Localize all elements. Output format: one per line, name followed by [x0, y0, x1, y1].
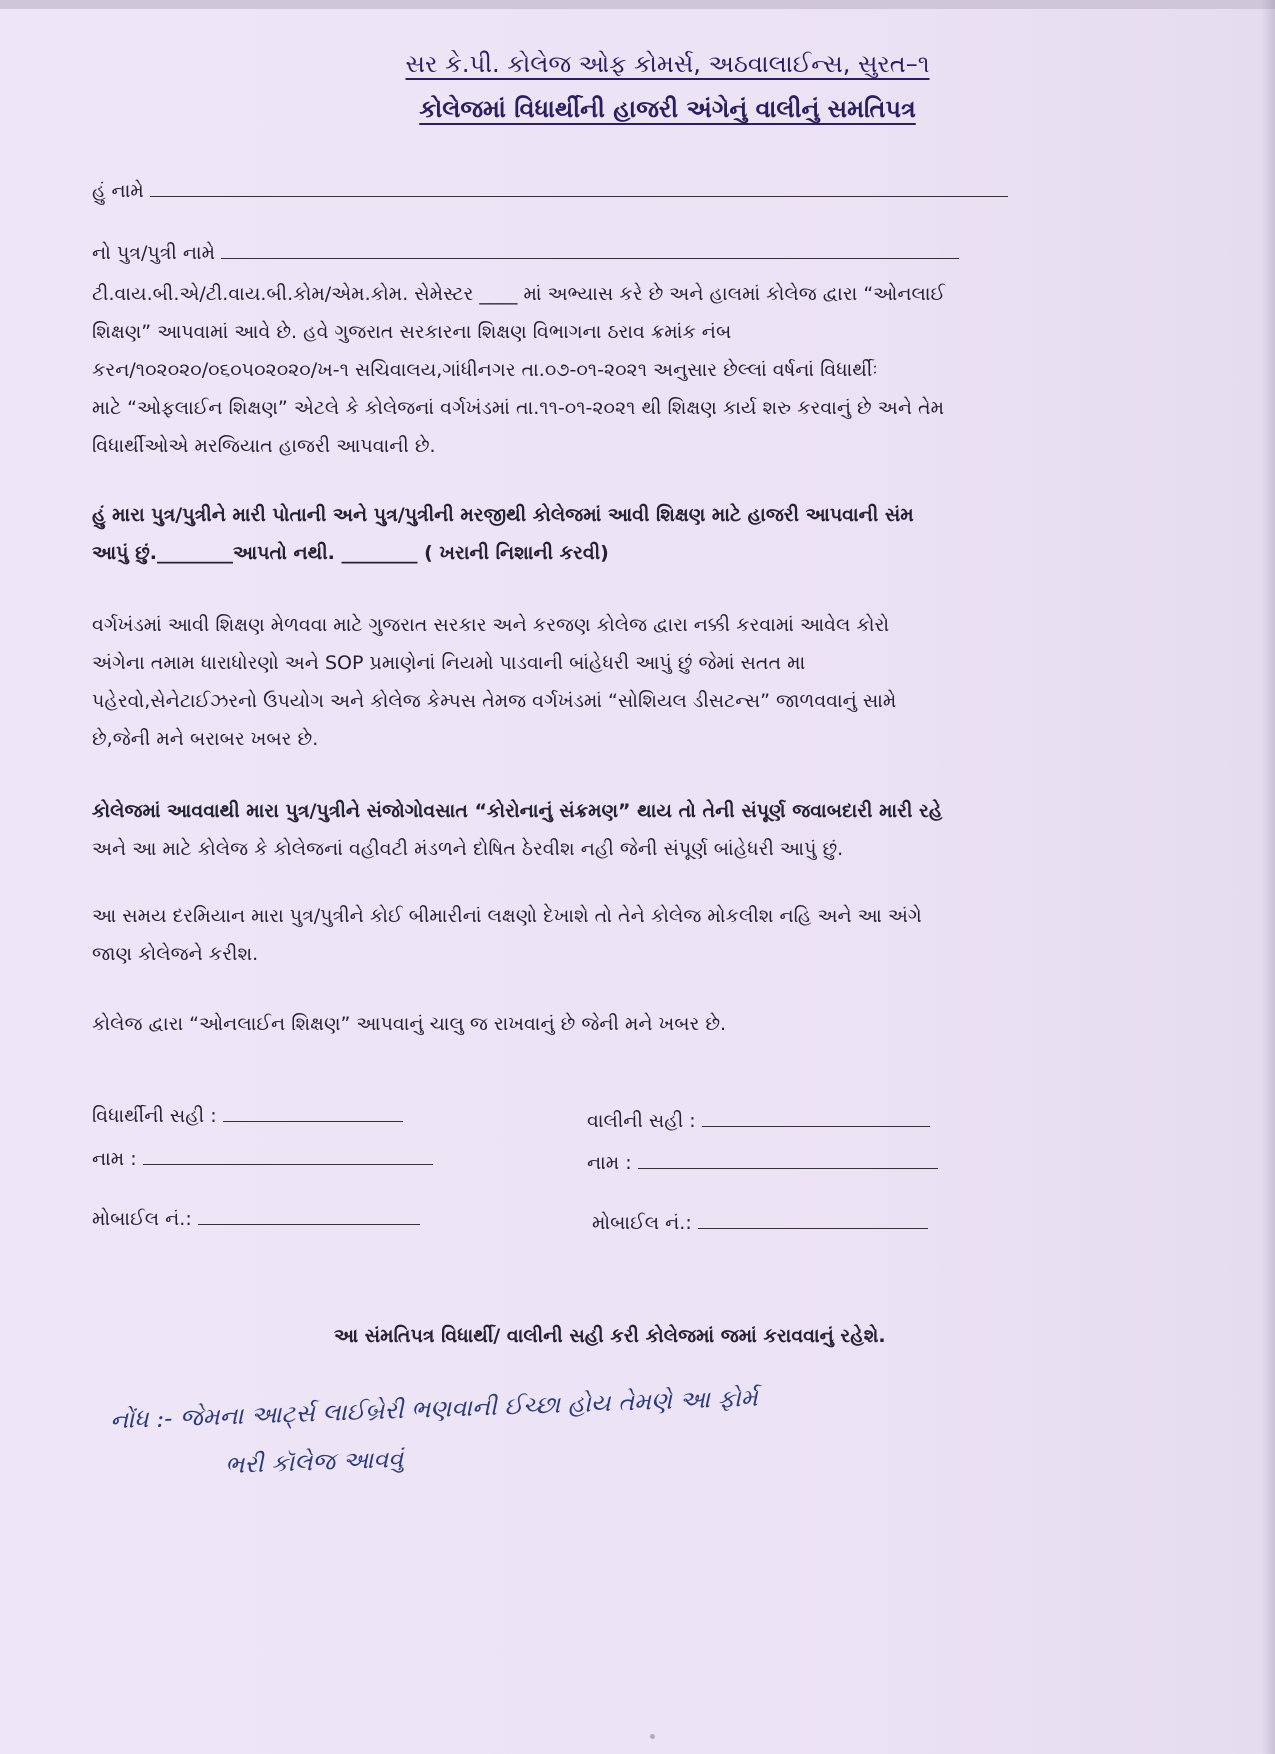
parent-name-blank[interactable] — [150, 196, 1008, 197]
parent-mobile-row: મોબાઈલ નં.: — [592, 1212, 928, 1234]
student-signature-blank[interactable] — [223, 1121, 403, 1122]
scan-dust-mark — [650, 1734, 655, 1739]
scan-top-border — [0, 0, 1275, 9]
handwritten-note-line-1: નોંધ :- જેમના આર્ટ્સ લાઈબ્રેરી ભણવાની ઈચ્છા હોય તેમણે આ ફોર્મ — [109, 1383, 759, 1435]
student-name-row: નામ : — [92, 1148, 433, 1170]
name-line — [92, 178, 1008, 204]
parent-name-row: નામ : — [587, 1152, 938, 1174]
paragraph-responsibility: કોલેજમાં આવવાથી મારા પુત્ર/પુત્રીને સંજોગોવસાત “કોરોનાનું સંક્રમણ” થાય તો તેની સંપૂર્ણ જવાબદારી મારી રહે અને આ માટે કોલેજ કે કોલેજનાં વહીવટી મંડળને દોષિત ઠેરવીશ નહી જેની સંપૂર્ણ બાંહેધરી આપું છું. — [92, 800, 943, 860]
submission-instruction: આ સંમતિપત્ર વિધાર્થી/ વાલીની સહી કરી કોલેજમાં જમાં કરાવવાનું રહેશે. — [334, 1325, 886, 1347]
child-line — [92, 240, 959, 266]
parent-name-blank[interactable] — [638, 1168, 938, 1169]
form-title: કોલેજમાં વિધાર્થીની હાજરી અંગેનું વાલીનું સમતિપત્ર — [419, 95, 916, 123]
paragraph-consent: હું મારા પુત્ર/પુત્રીને મારી પોતાની અને પુત્ર/પુત્રીની મરજીથી કોલેજમાં આવી શિક્ષણ માટે હાજરી આપવાની સંમ આપું છું.________આપતો નથી. ________ ( ખરાની નિશાની કરવી) — [92, 504, 914, 564]
college-title: સર કે.પી. કોલેજ ઓફ કોમર્સ, અઠવાલાઈન્સ, સુરત–૧ — [405, 50, 930, 78]
student-mobile-blank[interactable] — [198, 1224, 420, 1225]
student-signature-row: વિધાર્થીની સહી : — [92, 1105, 403, 1127]
paragraph-rules: વર્ગખંડમાં આવી શિક્ષણ મેળવવા માટે ગુજરાત સરકાર અને કરજણ કોલેજ દ્વારા નક્કી કરવામાં આવેલ કોરો અંગેના તમામ ધારાધોરણો અને SOP પ્રમાણેનાં નિયમો પાડવાની બાંહેધરી આપું છું જેમાં સતત મા પહેરવો,સેનેટાઈઝરનો ઉપયોગ અને કોલેજ કેમ્પસ તેમજ વર્ગખંડમાં “સોશિયલ ડીસટન્સ” જાળવવાનું સામે છે,જેની મને બરાબર ખબર છે. — [92, 614, 897, 750]
parent-signature-blank[interactable] — [702, 1126, 930, 1127]
name-label: હું નામે — [92, 180, 144, 202]
student-mobile-row: મોબાઈલ નં.: — [92, 1208, 420, 1230]
parent-mobile-blank[interactable] — [698, 1228, 928, 1229]
paragraph-online: કોલેજ દ્વારા “ઓનલાઈન શિક્ષણ” આપવાનું ચાલુ જ રાખવાનું છે જેની મને ખબર છે. — [92, 1013, 727, 1035]
child-label: નો પુત્ર/પુત્રી નામે — [92, 242, 216, 264]
paragraph-1: ટી.વાય.બી.એ/ટી.વાય.બી.કોમ/એમ.કોમ. સેમેસ્ટર ____ માં અભ્યાસ કરે છે અને હાલમાં કોલેજ દ્વારા “ઓનલાઈ શિક્ષણ” આપવામાં આવે છે. હવે ગુજરાત સરકારના શિક્ષણ વિભાગના ઠરાવ ક્રમાંક નંબ કરન/૧૦૨૦૨૦/૦૬૦૫૦૨૦૨૦/ખ-૧ સચિવાલય,ગાંધીનગર તા.૦૭-૦૧-૨૦૨૧ અનુસાર છેલ્લાં વર્ષનાં વિધાર્થીઃ માટે “ઓફલાઈન શિક્ષણ” એટલે કે કોલેજનાં વર્ગખંડમાં તા.૧૧-૦૧-૨૦૨૧ થી શિક્ષણ કાર્ય શરુ કરવાનું છે અને તેમ વિધાર્થીઓએ મરજિયાત હાજરી આપવાની છે. — [92, 283, 946, 457]
scan-right-edge — [1261, 0, 1275, 1754]
child-name-blank[interactable] — [221, 258, 959, 259]
paragraph-symptoms: આ સમય દરમિયાન મારા પુત્ર/પુત્રીને કોઈ બીમારીનાં લક્ષણો દેખાશે તો તેને કોલેજ મોકલીશ નહિ અને આ અંગે જાણ કોલેજને કરીશ. — [92, 905, 922, 965]
parent-signature-row: વાલીની સહી : — [587, 1110, 930, 1132]
handwritten-note-line-2: ભરી કૉલેજ આવવું — [224, 1444, 404, 1480]
student-name-blank[interactable] — [143, 1164, 433, 1165]
